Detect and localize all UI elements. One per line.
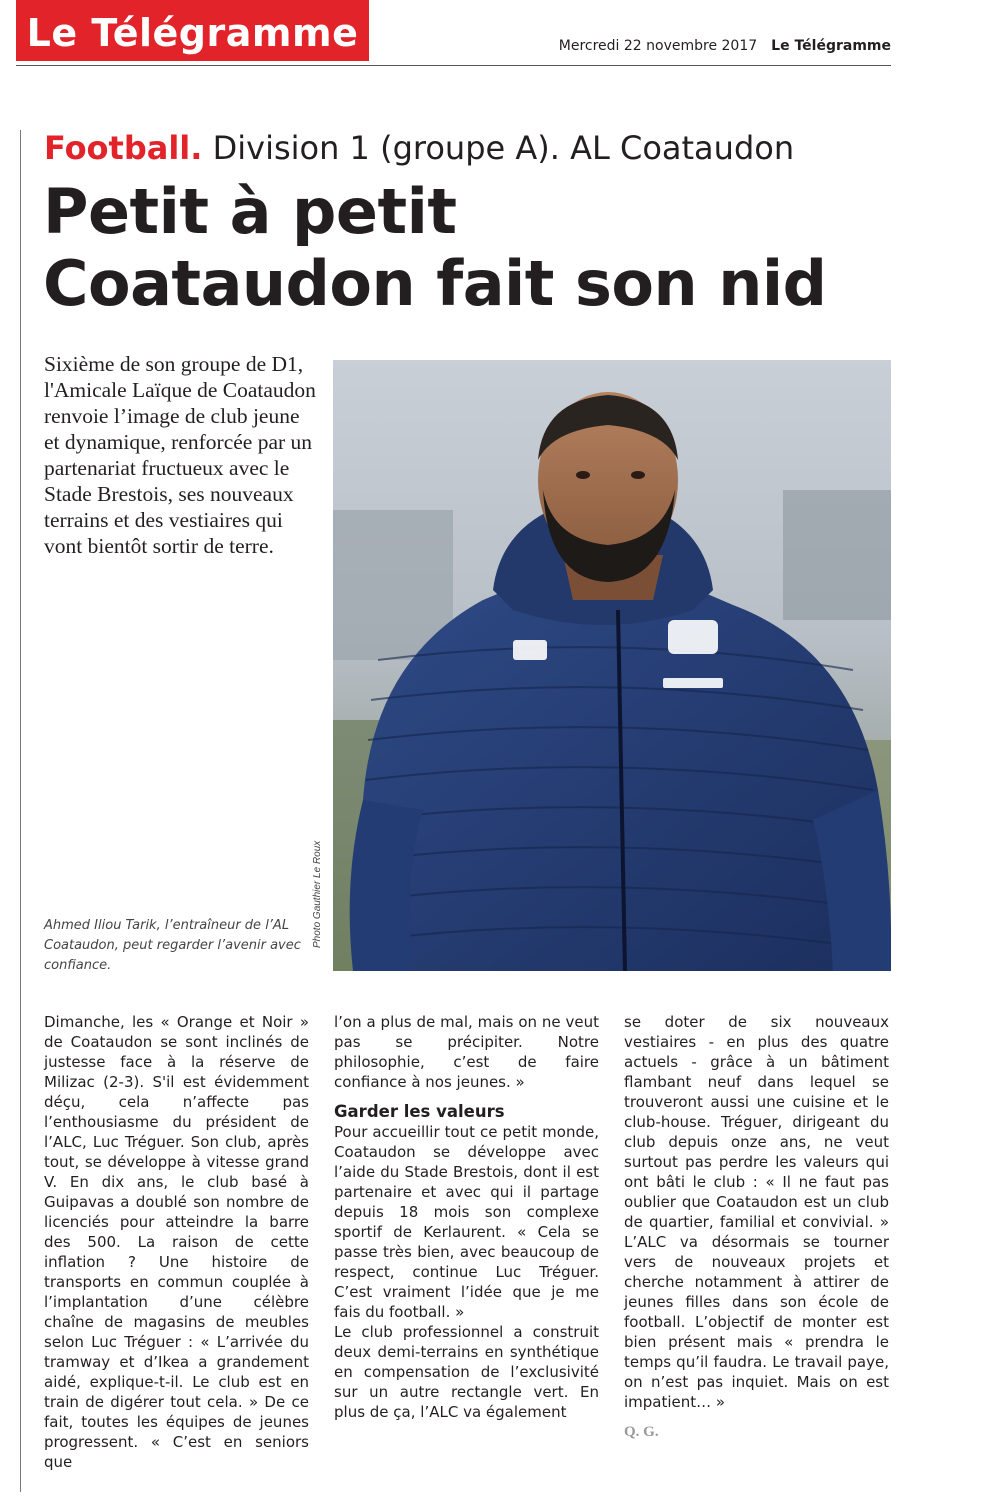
masthead-logo	[16, 0, 369, 61]
body-paragraph: Pour accueillir tout ce petit monde, Coataudon se développe avec l’aide du Stade Brestois, dont il est partenaire et avec qui il partage depuis 18 mois son complexe sportif de Kerlaurent. « Cela se passe très bien, avec beaucoup de respect, continue Luc Tréguer. C’est vraiment l’idée que je me fais du football. »	[334, 1123, 599, 1321]
section-subhead: Garder les valeurs	[334, 1102, 505, 1121]
publication-name: Le Télégramme	[771, 38, 891, 54]
body-column-1	[44, 1012, 309, 1472]
masthead-title: Le Télégramme	[26, 11, 359, 55]
photo-caption: Ahmed Iliou Tarik, l’entraîneur de l’AL Coataudon, peut regarder l’avenir avec confiance.	[44, 918, 301, 973]
body-paragraph: se doter de six nouveaux vestiaires - en plus des quatre actuels - grâce à un bâtiment flambant neuf dans lequel se trouveront aussi une cuisine et le club-house. Tréguer, dirigeant du club depuis onze ans, ne veut surtout pas perdre les valeurs qui ont bâti le club : « Il ne faut pas oublier que Coataudon est un club de quartier, familial et convivial. » L’ALC va désormais se tourner vers de nouveaux projets et cherche notamment à attirer de jeunes filles dans son école de football. L’objectif de monter est bien présent mais « prendra le temps qu’il faudra. Le travail paye, on n’est pas inquiet. Mais on est impatient… »	[624, 1013, 889, 1411]
body-column-3	[624, 1012, 889, 1442]
body-column-2	[334, 1012, 599, 1422]
article-kicker	[44, 129, 794, 167]
article-headline	[43, 176, 903, 320]
headline-line-1: Petit à petit	[43, 175, 457, 248]
coach-photo-illustration	[333, 360, 891, 971]
dateline	[559, 38, 891, 54]
body-paragraph: Le club professionnel a construit deux demi-terrains en synthétique en compensation de l’exclusivité sur un autre rectangle vert. En plus de ça, l’ALC va également	[334, 1323, 599, 1421]
body-paragraph: l’on a plus de mal, mais on ne veut pas se précipiter. Notre philosophie, c’est de faire confiance à nos jeunes. »	[334, 1013, 599, 1091]
kicker-sport: Football.	[44, 129, 203, 167]
article-photo	[333, 360, 891, 971]
kicker-competition: Division 1 (groupe A). AL Coataudon	[202, 129, 795, 167]
column-rule	[20, 130, 21, 1492]
headline-line-2: Coataudon fait son nid	[43, 247, 827, 320]
body-paragraph: Dimanche, les « Orange et Noir » de Coataudon se sont inclinés de justesse face à la réserve de Milizac (2-3). S'il est évidemment déçu, cela n’affecte pas l’enthousiasme du président de l’ALC, Luc Tréguer. Son club, après tout, se développe à vitesse grand V. En dix ans, le club basé à Guipavas a doublé son nombre de licenciés pour atteindre la barre des 500. La raison de cette inflation ? Une histoire de transports en commun couplée à l’implantation d’une célèbre chaîne de magasins de meubles selon Luc Tréguer : « L’arrivée du tramway et d’Ikea a grandement aidé, explique-t-il. Le club est en train de digérer tout cela. » De ce fait, toutes les équipes de jeunes progressent. « C’est en seniors que	[44, 1013, 309, 1471]
author-signature: Q. G.	[624, 1424, 659, 1440]
photo-credit: Photo Gauthier Le Roux	[312, 840, 323, 948]
header-divider	[16, 65, 891, 66]
article-standfirst: Sixième de son groupe de D1, l'Amicale Laïque de Coataudon renvoie l’image de club jeune et dynamique, renforcée par un partenariat fructueux avec le Stade Brestois, ses nouveaux terrains et des vestiaires qui vont bientôt sortir de terre.	[44, 352, 316, 558]
issue-date: Mercredi 22 novembre 2017	[558, 38, 758, 54]
